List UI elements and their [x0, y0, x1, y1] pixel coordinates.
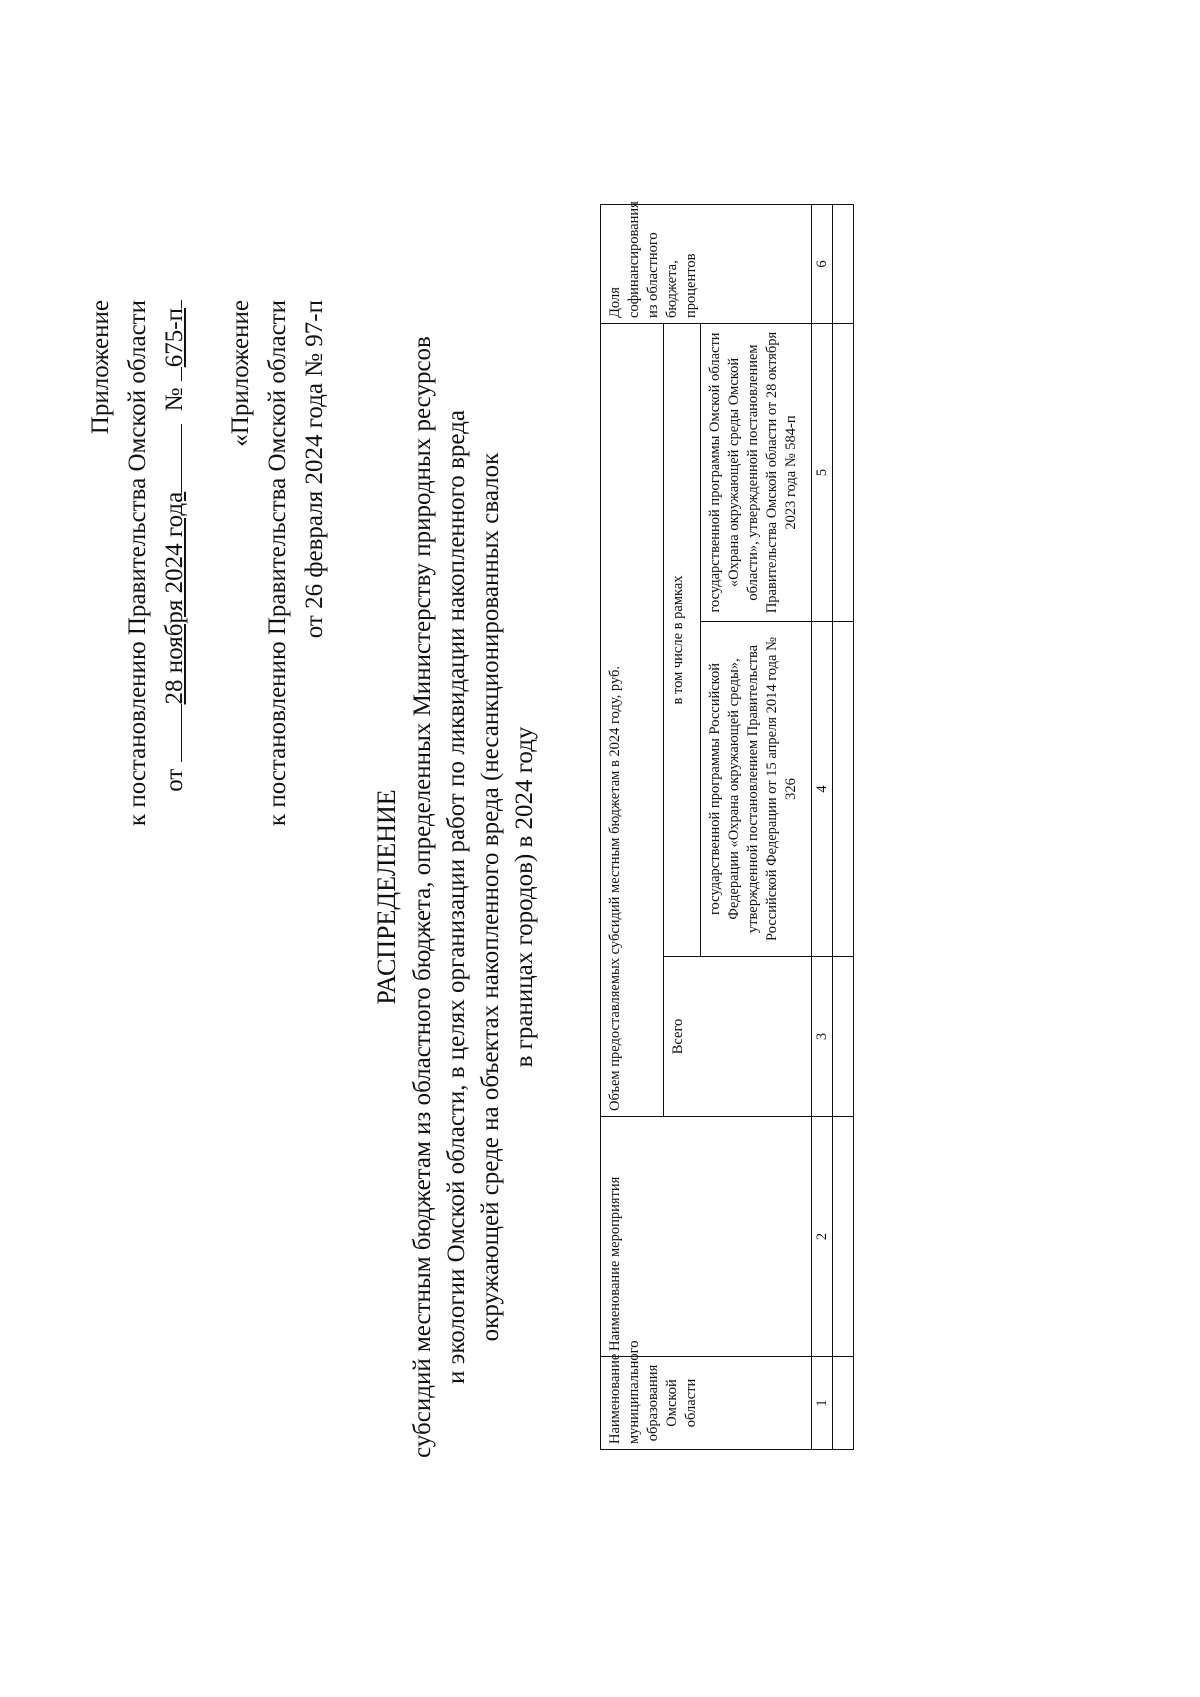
appendix-resolution-ref: к постановлению Правительства Омской области — [124, 300, 151, 827]
table-cell — [833, 204, 854, 323]
date-underline-right — [157, 424, 182, 492]
original-resolution-date: от 26 февраля 2024 года № 97-п — [301, 300, 328, 639]
original-appendix-header — [222, 300, 333, 826]
header-cofinancing-share: Доля софинансирования из областного бюджета, процентов — [601, 204, 812, 323]
column-number: 4 — [812, 622, 833, 957]
table-cell — [833, 1117, 854, 1357]
header-subsidy-volume: Объем предоставляемых субсидий местным бюджетам в 2024 году, руб. — [601, 323, 664, 1116]
header-total: Всего — [664, 957, 812, 1117]
column-number: 3 — [812, 957, 833, 1117]
column-number-row — [812, 204, 833, 1449]
column-number: 6 — [812, 204, 833, 323]
title-line: субсидий местным бюджетам из областного бюджета, определенных Министерству природных ресурсов — [409, 336, 436, 1458]
appendix-date-line — [156, 300, 193, 826]
title-line: окружающей среде на объектах накопленного вреда (несанкционированных свалок — [477, 452, 504, 1342]
header-regional-program: государственной программы Омской области «Охрана окружающей среды Омской области», утвержденной постановлением Правительства Омской области от 28 октября 2023 года № 584-п — [701, 323, 812, 621]
appendix-header — [82, 300, 193, 826]
column-number: 1 — [812, 1357, 833, 1450]
title-heading: РАСПРЕДЕЛЕНИЕ — [372, 789, 401, 1005]
number-underline-left — [157, 367, 182, 381]
date-underline-left — [157, 704, 182, 762]
title-line: и экологии Омской области, в целях организации работ по ликвидации накопленного вреда — [443, 410, 470, 1384]
appendix-label: Приложение — [87, 300, 114, 435]
empty-data-row — [833, 204, 854, 1449]
table-cell — [833, 957, 854, 1117]
resolution-date: 28 ноября 2024 года — [161, 491, 188, 705]
resolution-number: 675-п — [161, 308, 188, 368]
header-including: в том числе в рамках — [664, 323, 701, 956]
table-cell — [833, 622, 854, 957]
table-header-row — [601, 204, 664, 1449]
number-underline-right — [157, 300, 182, 308]
distribution-table — [600, 201, 854, 1450]
header-federal-program: государственной программы Российской Федерации «Охрана окружающей среды», утвержденной постановлением Правительства Российской Федерации от 15 апреля 2014 года № 326 — [701, 622, 812, 957]
document-title — [370, 277, 542, 1517]
header-activity: Наименование мероприятия — [601, 1117, 812, 1357]
title-line: в границах городов) в 2024 году — [511, 726, 538, 1068]
date-prefix: от — [161, 768, 188, 792]
original-resolution-ref: к постановлению Правительства Омской области — [264, 300, 291, 827]
column-number: 2 — [812, 1117, 833, 1357]
header-municipality: Наименование муниципального образования Омской области — [601, 1357, 812, 1450]
column-number: 5 — [812, 323, 833, 621]
table-cell — [833, 1357, 854, 1450]
original-appendix-label: «Приложение — [227, 300, 254, 447]
number-prefix: № — [161, 387, 188, 412]
table-cell — [833, 323, 854, 621]
